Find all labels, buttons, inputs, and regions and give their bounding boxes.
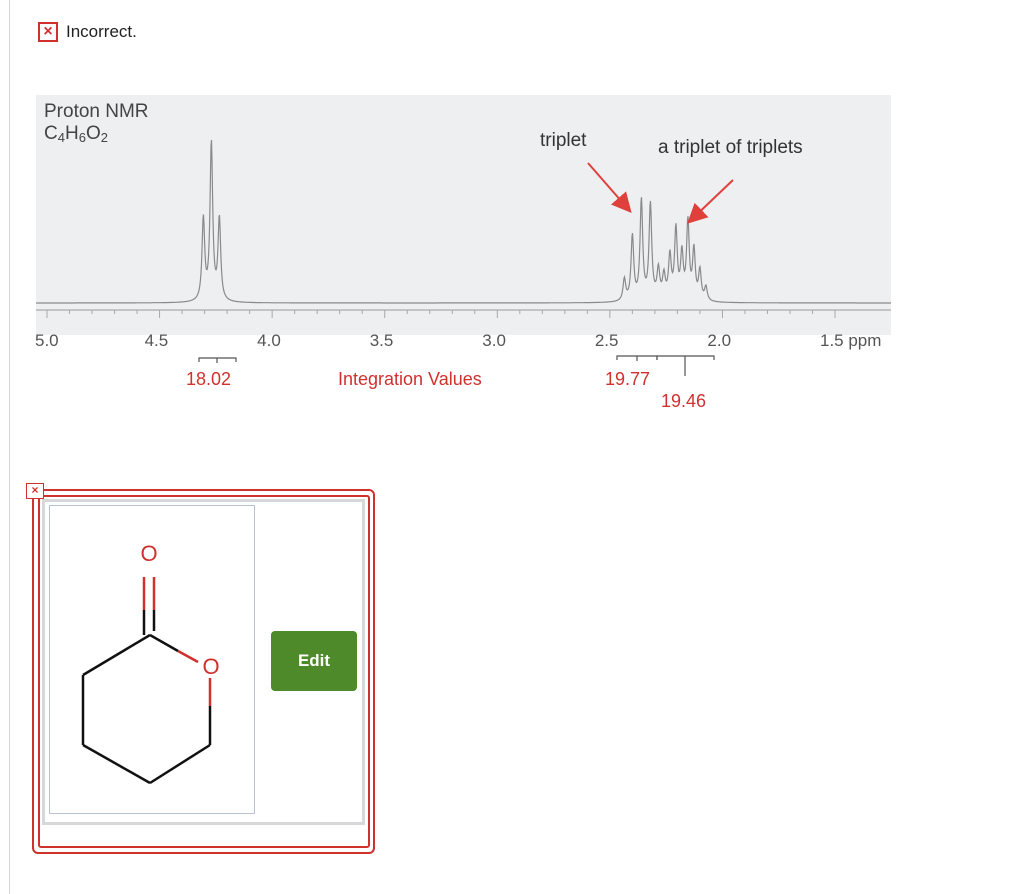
axis-ticks <box>47 310 835 318</box>
tick-label: 4.5 <box>144 331 169 350</box>
status-text: Incorrect. <box>66 22 137 41</box>
x-icon: × <box>38 22 58 42</box>
carbonyl-oxygen: O <box>140 541 158 566</box>
structure-canvas[interactable] <box>49 505 255 814</box>
spectrum-trace <box>36 140 891 303</box>
integration-bracket-1 <box>199 358 236 363</box>
integration-bracket-2 <box>617 356 657 361</box>
spectrum-title: Proton NMR <box>44 101 149 122</box>
triplet-arrow <box>588 163 629 210</box>
bond <box>83 745 150 783</box>
ring-oxygen: O <box>202 654 220 679</box>
bond-to-oxygen <box>178 651 198 662</box>
molecule-drawing <box>50 506 256 815</box>
triplet-annotation: triplet <box>540 130 587 151</box>
tick-label: 3.5 <box>369 331 394 350</box>
tick-label: 3.0 <box>482 331 506 350</box>
tick-label: 4.0 <box>257 331 281 350</box>
molecular-formula: $C_4H_6O_2$ <box>44 123 108 145</box>
tick-labels <box>35 331 881 350</box>
tick-label: 1.5 ppm <box>820 331 882 350</box>
tick-label: 5.0 <box>35 331 59 350</box>
triplet-of-triplets-annotation: a triplet of triplets <box>658 137 803 158</box>
integration-title: Integration Values <box>338 369 482 389</box>
integration-value-1: 18.02 <box>186 369 232 389</box>
integration-value-3: 19.46 <box>661 391 707 411</box>
tick-label: 2.0 <box>707 331 732 350</box>
triplet-of-triplets-arrow <box>690 180 733 221</box>
edit-button[interactable]: Edit <box>271 631 357 691</box>
bond <box>150 745 210 783</box>
integration-value-2: 19.77 <box>605 369 651 389</box>
x-icon: × <box>26 483 44 499</box>
integration-bracket-3 <box>657 356 714 376</box>
bond <box>83 635 150 675</box>
spectrum-plot <box>0 0 1024 420</box>
tick-label: 2.5 <box>594 331 619 350</box>
bond <box>150 635 178 651</box>
